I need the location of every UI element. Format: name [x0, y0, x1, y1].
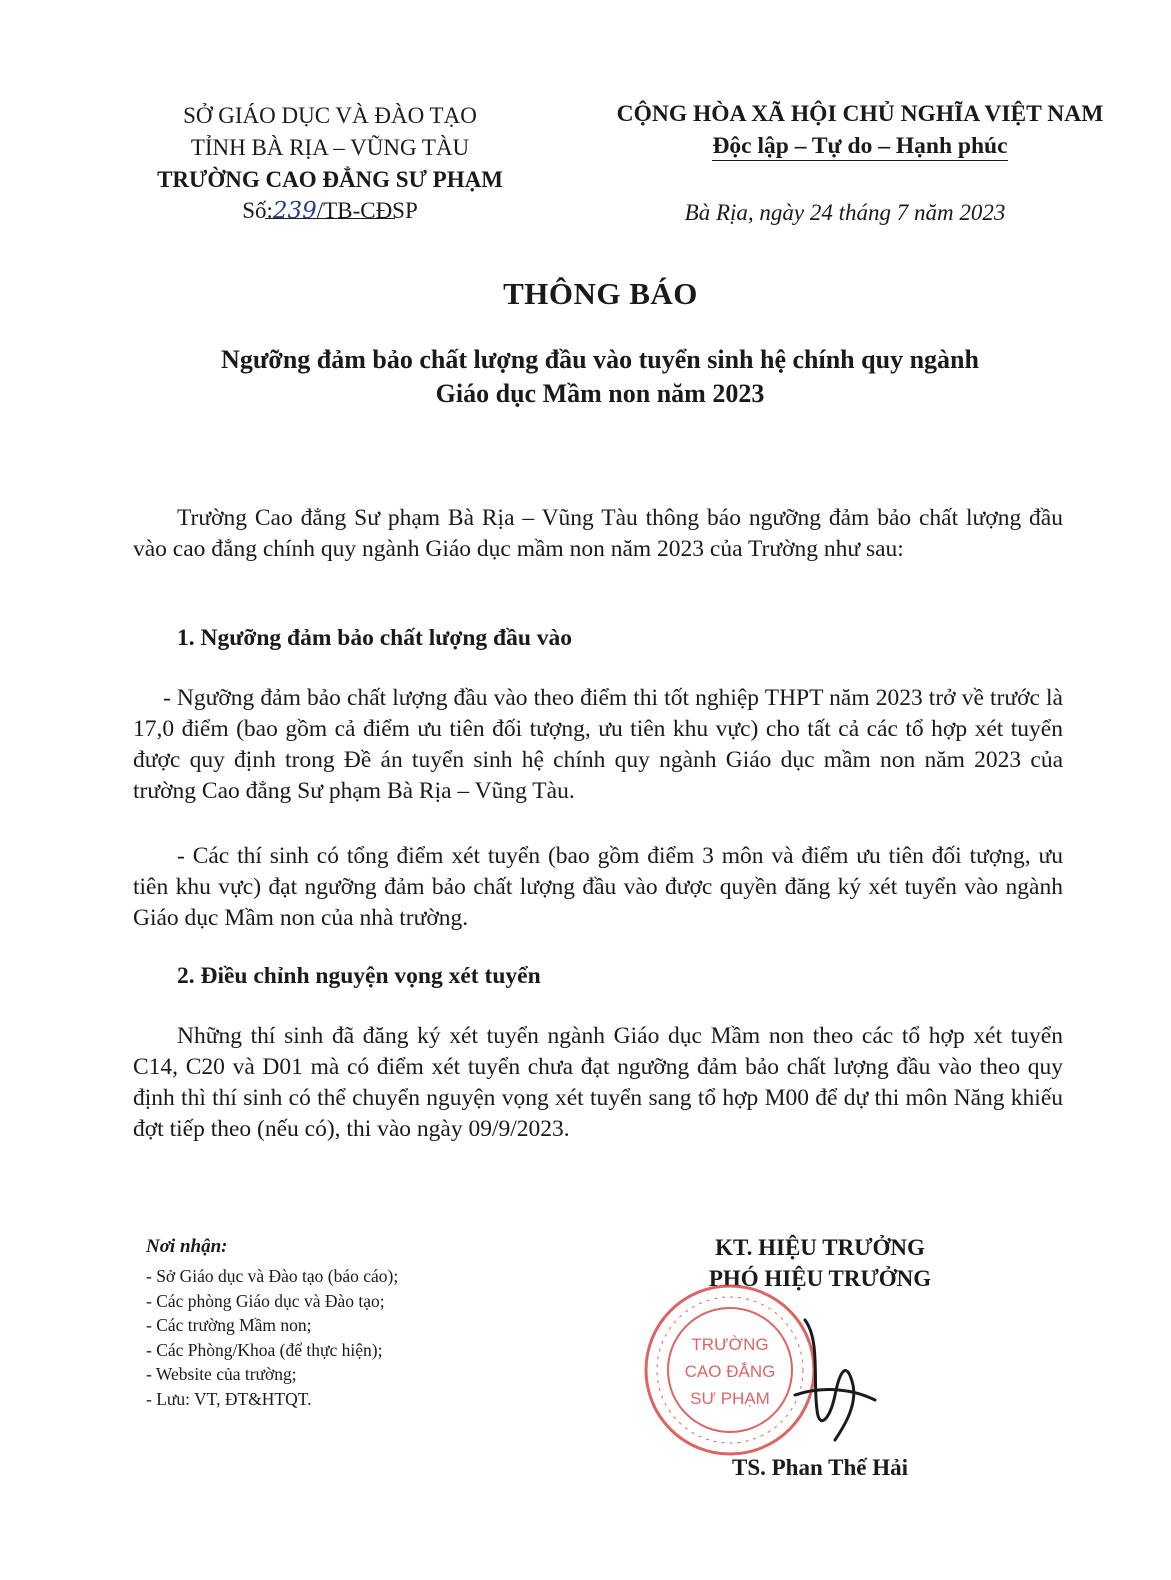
recipient-item: - Các trường Mầm non; — [146, 1315, 312, 1335]
signature-position: PHÓ HIỆU TRƯỞNG — [708, 1266, 932, 1291]
document-subtitle — [80, 343, 1120, 411]
recipients-title: Nơi nhận: — [146, 1236, 228, 1257]
seal-text-line-3: SƯ PHẠM — [690, 1389, 770, 1408]
document-number — [120, 198, 540, 224]
seal-text-line-2: CAO ĐẲNG — [684, 1362, 776, 1381]
subtitle-line-1: Ngưỡng đảm bảo chất lượng đầu vào tuyển sinh hệ chính quy ngành — [221, 345, 979, 374]
recipient-item: - Các Phòng/Khoa (để thực hiện); — [146, 1339, 383, 1360]
section-2-heading: 2. Điều chỉnh nguyện vọng xét tuyển — [177, 963, 541, 989]
issuer-school: TRƯỜNG CAO ĐẲNG SƯ PHẠM — [157, 167, 503, 192]
document-number-prefix: Số: — [242, 198, 273, 223]
signature-authority: KT. HIỆU TRƯỞNG — [715, 1235, 925, 1260]
section-1-paragraph-2: - Các thí sinh có tổng điểm xét tuyển (bao gồm điểm 3 môn và điểm ưu tiên đối tượng, ưu tiên khu vực) đạt ngưỡng đảm bảo chất lượng đầu vào được quyền đăng ký xét tuyển vào ngành Giáo dục Mầm non của nhà trường. — [133, 843, 1063, 931]
recipient-item: - Sở Giáo dục và Đào tạo (báo cáo); — [146, 1266, 399, 1286]
issuer-province: TỈNH BÀ RỊA – VŨNG TÀU — [190, 135, 470, 160]
handwritten-signature — [775, 1300, 885, 1450]
recipient-item: - Các phòng Giáo dục và Đào tạo; — [146, 1290, 385, 1311]
document-date: Bà Rịa, ngày 24 tháng 7 năm 2023 — [684, 200, 1006, 225]
national-header — [570, 98, 1150, 162]
national-title: CỘNG HÒA XÃ HỘI CHỦ NGHĨA VIỆT NAM — [616, 101, 1104, 127]
document-title: THÔNG BÁO — [503, 276, 698, 311]
section-1-paragraph-1: - Ngưỡng đảm bảo chất lượng đầu vào theo điểm thi tốt nghiệp THPT năm 2023 trở về trước là 17,0 điểm (bao gồm cả điểm ưu tiên đối tượng, ưu tiên khu vực) cho tất cả các tổ hợp xét tuyển được quy định trong Đề án tuyển sinh hệ chính quy ngành Giáo dục mầm non năm 2023 của trường Cao đẳng Sư phạm Bà Rịa – Vũng Tàu. — [133, 685, 1063, 804]
document-number-suffix: /TB-CĐSP — [316, 198, 418, 223]
recipient-item: - Lưu: VT, ĐT&HTQT. — [146, 1388, 312, 1409]
recipients-list — [146, 1264, 398, 1411]
national-motto: Độc lập – Tự do – Hạnh phúc — [712, 133, 1008, 159]
intro-paragraph: Trường Cao đẳng Sư phạm Bà Rịa – Vũng Tàu thông báo ngưỡng đảm bảo chất lượng đầu vào cao đẳng chính quy ngành Giáo dục mầm non năm 2023 của Trường như sau: — [133, 505, 1063, 562]
signer-name: TS. Phan Thế Hải — [732, 1455, 908, 1480]
recipient-item: - Website của trường; — [146, 1364, 297, 1384]
seal-text-line-1: TRƯỜNG — [691, 1335, 769, 1354]
issuer-department: SỞ GIÁO DỤC VÀ ĐÀO TẠO — [183, 103, 477, 128]
section-2-paragraph-1: Những thí sinh đã đăng ký xét tuyển ngành Giáo dục Mầm non theo các tổ hợp xét tuyển C14, C20 và D01 mà có điểm xét tuyển chưa đạt ngưỡng đảm bảo chất lượng đầu vào theo quy định thì thí sinh có thể chuyển nguyện vọng xét tuyển sang tổ hợp M00 để dự thi môn Năng khiếu đợt tiếp theo (nếu có), thi vào ngày 09/9/2023. — [133, 1023, 1063, 1142]
section-1-heading: 1. Ngưỡng đảm bảo chất lượng đầu vào — [177, 625, 573, 651]
signature-stroke — [795, 1320, 875, 1440]
document-number-value: 239 — [272, 198, 317, 224]
subtitle-line-2: Giáo dục Mầm non năm 2023 — [435, 379, 765, 408]
